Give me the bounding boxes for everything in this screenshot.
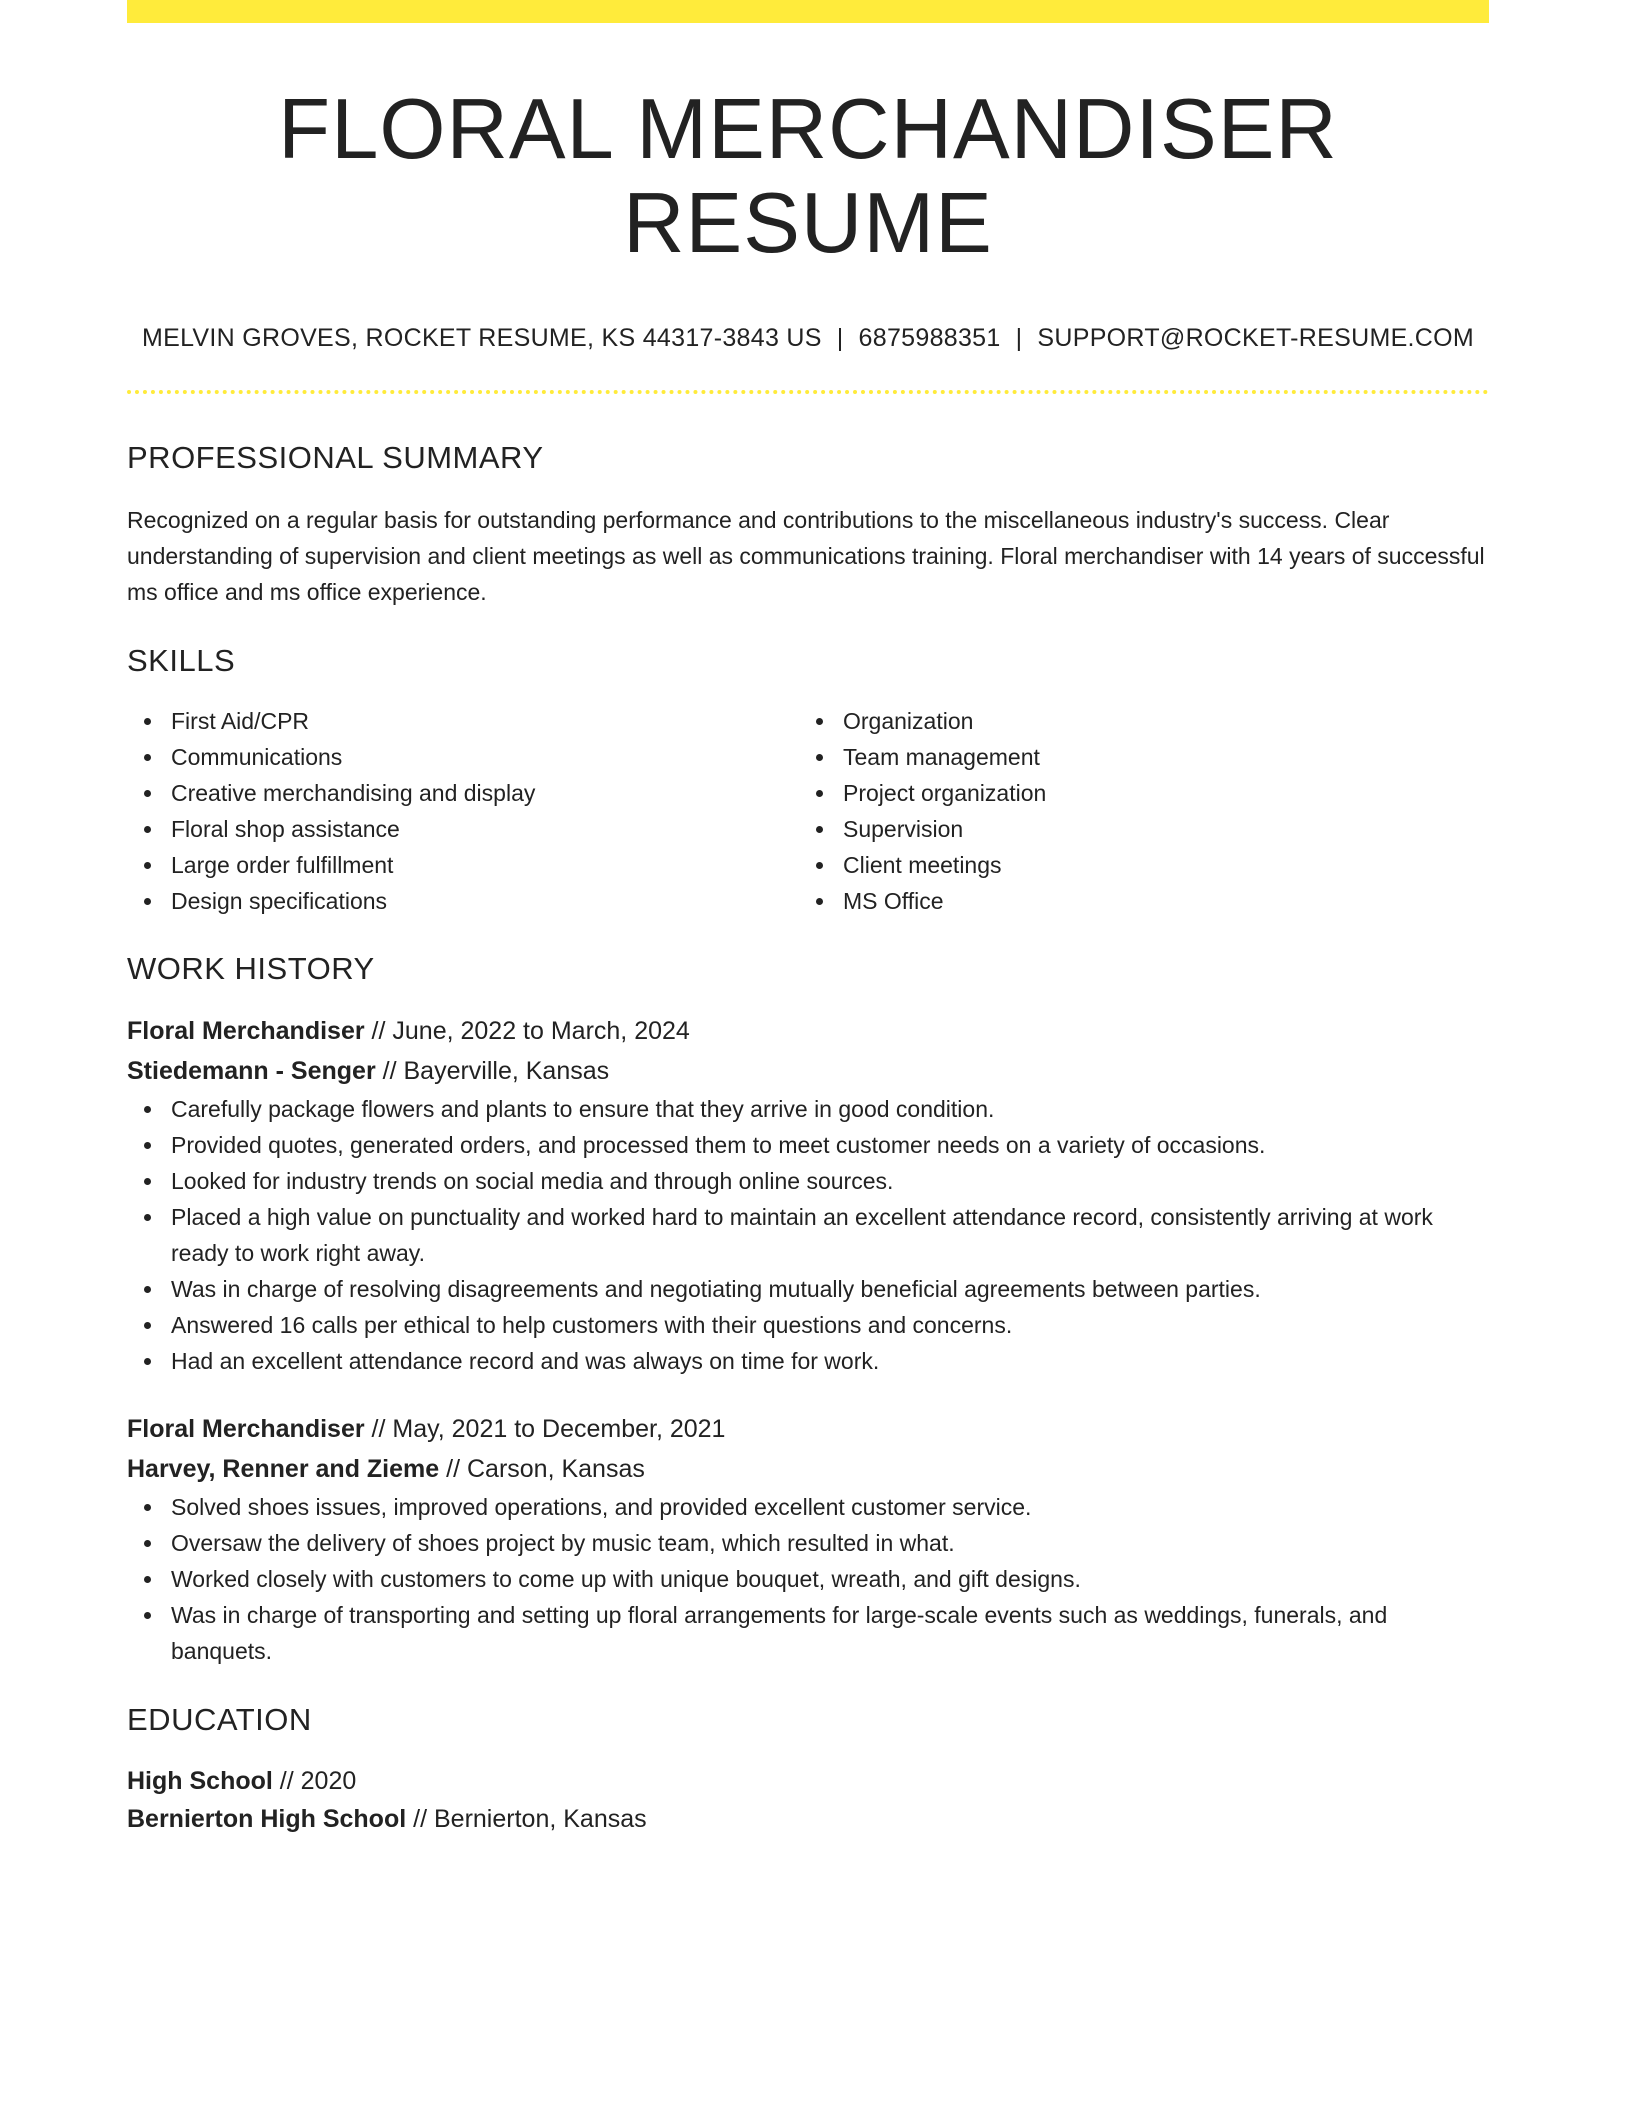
job-title-line xyxy=(127,1409,1489,1449)
divider: // xyxy=(371,1415,386,1443)
resume-page xyxy=(127,0,1489,1838)
divider: // xyxy=(413,1805,428,1833)
job-bullet: Provided quotes, generated orders, and processed them to meet customer needs on a variety of occasions. xyxy=(127,1127,1489,1163)
job-bullet: Was in charge of resolving disagreements and negotiating mutually beneficial agreements between parties. xyxy=(127,1271,1489,1307)
job-bullet: Answered 16 calls per ethical to help customers with their questions and concerns. xyxy=(127,1307,1489,1343)
work-history-heading: WORK HISTORY xyxy=(127,951,375,986)
job-bullets xyxy=(127,1489,1489,1669)
contact-separator: | xyxy=(836,324,844,352)
top-accent-bar xyxy=(127,0,1489,23)
summary-text: Recognized on a regular basis for outstanding performance and contributions to the miscellaneous industry's success. Clear understanding of supervision and client meetings as well as communications training. Floral merchandiser with 14 years of successful ms office and ms office experience. xyxy=(127,507,1485,605)
skill-item: MS Office xyxy=(799,883,1471,919)
job-title: Floral Merchandiser xyxy=(127,1017,365,1045)
skill-item: First Aid/CPR xyxy=(127,703,799,739)
skill-item: Organization xyxy=(799,703,1471,739)
skill-item: Supervision xyxy=(799,811,1471,847)
summary-heading: PROFESSIONAL SUMMARY xyxy=(127,440,544,475)
job-title-line xyxy=(127,1011,1489,1051)
skill-item: Floral shop assistance xyxy=(127,811,799,847)
job-bullet: Looked for industry trends on social media and through online sources. xyxy=(127,1163,1489,1199)
job-company: Harvey, Renner and Zieme xyxy=(127,1455,440,1483)
skill-item: Communications xyxy=(127,739,799,775)
education-section xyxy=(127,1702,1489,1838)
header-divider xyxy=(127,390,1489,394)
job-bullet: Carefully package flowers and plants to ensure that they arrive in good condition. xyxy=(127,1091,1489,1127)
skills-heading: SKILLS xyxy=(127,643,236,678)
education-degree: High School xyxy=(127,1767,273,1795)
skill-item: Project organization xyxy=(799,775,1471,811)
skill-item: Design specifications xyxy=(127,883,799,919)
divider: // xyxy=(371,1017,386,1045)
job-bullet: Solved shoes issues, improved operations, and provided excellent customer service. xyxy=(127,1489,1489,1525)
job-bullets xyxy=(127,1091,1489,1379)
job-company-line xyxy=(127,1449,1489,1489)
job-entry xyxy=(127,1011,1489,1379)
job-location: Bayerville, Kansas xyxy=(403,1057,610,1085)
skills-column-left xyxy=(127,703,799,919)
divider: // xyxy=(382,1057,397,1085)
job-bullet: Oversaw the delivery of shoes project by music team, which resulted in what. xyxy=(127,1525,1489,1561)
skills-grid xyxy=(127,703,1489,919)
skill-item: Large order fulfillment xyxy=(127,847,799,883)
contact-line xyxy=(127,324,1489,353)
education-school: Bernierton High School xyxy=(127,1805,407,1833)
divider: // xyxy=(446,1455,461,1483)
job-bullet: Placed a high value on punctuality and worked hard to maintain an excellent attendance record, consistently arriving at work ready to work right away. xyxy=(127,1199,1489,1271)
summary-section xyxy=(127,440,1489,610)
education-degree-line xyxy=(127,1762,1489,1800)
job-bullet: Worked closely with customers to come up with unique bouquet, wreath, and gift designs. xyxy=(127,1561,1489,1597)
divider: // xyxy=(279,1767,294,1795)
skills-column-right xyxy=(799,703,1471,919)
contact-address: MELVIN GROVES, ROCKET RESUME, KS 44317-3843 US xyxy=(141,324,822,352)
job-dates: May, 2021 to December, 2021 xyxy=(392,1415,726,1443)
education-heading: EDUCATION xyxy=(127,1702,312,1737)
education-location: Bernierton, Kansas xyxy=(434,1805,647,1833)
resume-title: FLORAL MERCHANDISER RESUME xyxy=(278,82,1338,271)
skill-item: Team management xyxy=(799,739,1471,775)
skill-item: Client meetings xyxy=(799,847,1471,883)
job-bullet: Had an excellent attendance record and was always on time for work. xyxy=(127,1343,1489,1379)
skills-section xyxy=(127,643,1489,919)
job-location: Carson, Kansas xyxy=(466,1455,645,1483)
job-dates: June, 2022 to March, 2024 xyxy=(392,1017,690,1045)
job-title: Floral Merchandiser xyxy=(127,1415,365,1443)
skill-item: Creative merchandising and display xyxy=(127,775,799,811)
job-entry xyxy=(127,1409,1489,1669)
job-bullet: Was in charge of transporting and setting up floral arrangements for large-scale events such as weddings, funerals, and banquets. xyxy=(127,1597,1489,1669)
work-history-section xyxy=(127,951,1489,1669)
contact-email: SUPPORT@ROCKET-RESUME.COM xyxy=(1037,324,1475,352)
education-school-line xyxy=(127,1800,1489,1838)
contact-phone: 6875988351 xyxy=(858,324,1001,352)
job-company-line xyxy=(127,1051,1489,1091)
contact-separator: | xyxy=(1015,324,1023,352)
job-company: Stiedemann - Senger xyxy=(127,1057,376,1085)
education-year: 2020 xyxy=(300,1767,357,1795)
